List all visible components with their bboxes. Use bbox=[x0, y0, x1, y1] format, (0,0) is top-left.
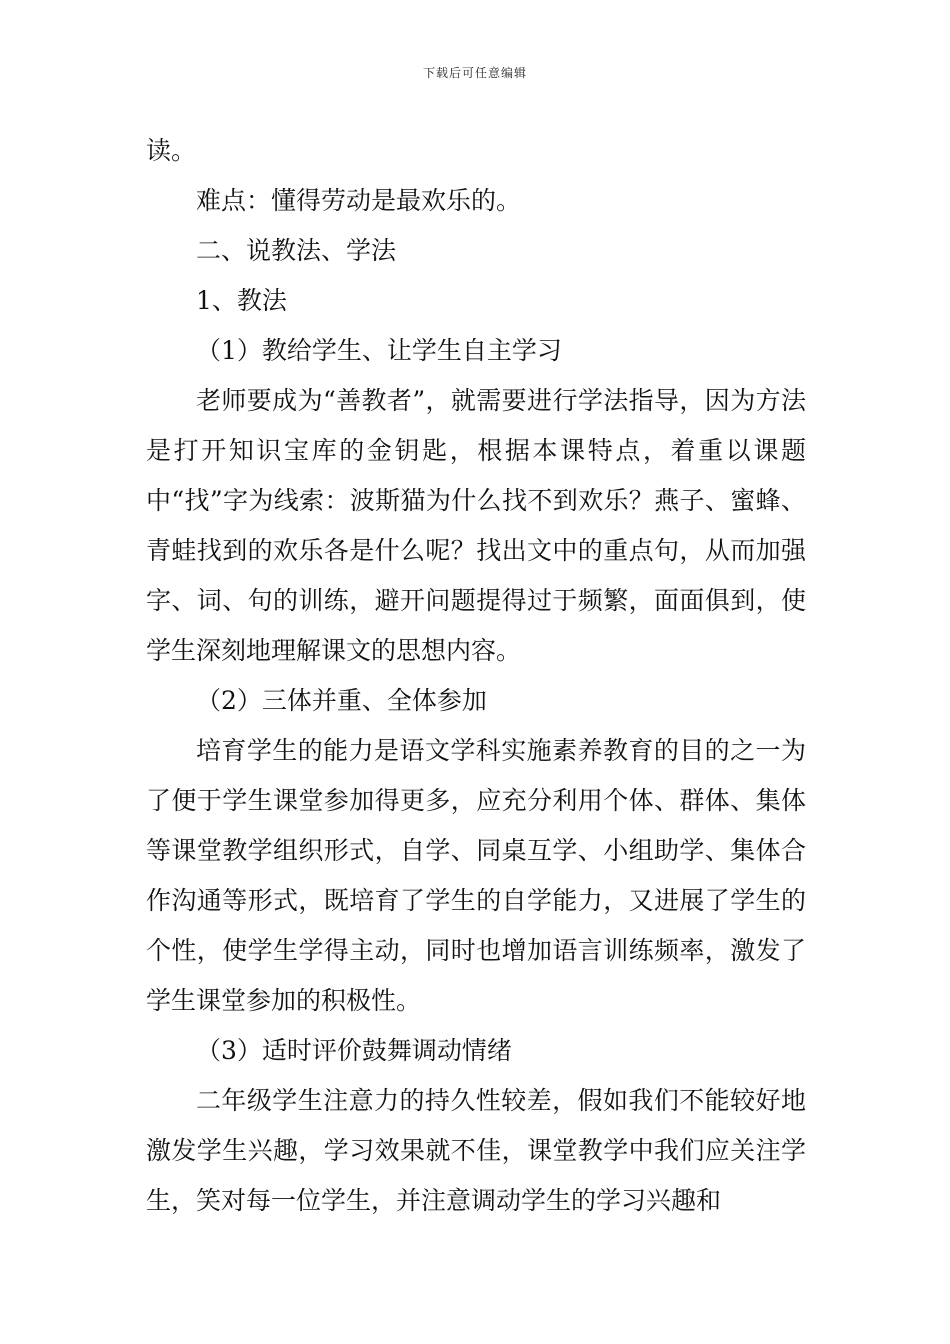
subsection-heading: 1、教法 bbox=[196, 286, 287, 315]
page-header: 下载后可任意编辑 bbox=[422, 66, 527, 80]
paragraph-1: 老师要成为“善教者”，就需要进行学法指导，因为方法是打开知识宝库的金钥匙，根据本课特点，着重以课题中“找”字为线索：波斯猫为什么找不到欢乐？燕子、蜜蜂、青蛙找到的欢乐各是什么呢？找出文中的重点句，从而加强字、词、句的训练，避开问题提得过于频繁，面面俱到，使学生深刻地理解课文的思想内容。 bbox=[146, 386, 806, 665]
item-heading-3: （3）适时评价鼓舞调动情绪 bbox=[196, 1036, 512, 1065]
item-heading-2: （2）三体并重、全体参加 bbox=[196, 686, 487, 715]
document-body bbox=[146, 126, 806, 1226]
paragraph-2: 培育学生的能力是语文学科实施素养教育的目的之一为了便于学生课堂参加得更多，应充分利用个体、群体、集体等课堂教学组织形式，自学、同桌互学、小组助学、集体合作沟通等形式，既培育了学生的自学能力，又进展了学生的个性，使学生学得主动，同时也增加语言训练频率，激发了学生课堂参加的积极性。 bbox=[146, 736, 806, 1015]
paragraph-3: 二年级学生注意力的持久性较差，假如我们不能较好地激发学生兴趣，学习效果就不佳，课堂教学中我们应关注学生，笑对每一位学生，并注意调动学生的学习兴趣和 bbox=[146, 1086, 806, 1215]
item-heading-1: （1）教给学生、让学生自主学习 bbox=[196, 336, 562, 365]
paragraph-difficulty: 难点：懂得劳动是最欢乐的。 bbox=[196, 186, 522, 215]
section-heading: 二、说教法、学法 bbox=[196, 236, 397, 265]
paragraph-continuation: 读。 bbox=[146, 136, 197, 165]
